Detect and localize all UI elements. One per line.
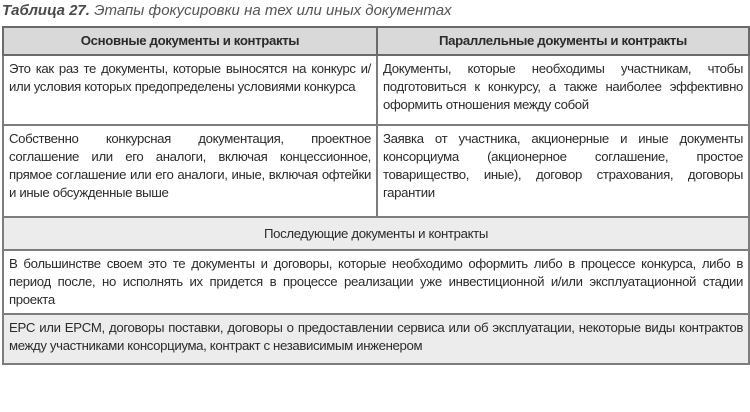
- parallel-documents-examples: Заявка от участника, акционерные и иные документы консорциума (акционерное соглашение, простое товарищество, иные), договор страхования, договоры гарантии: [377, 125, 749, 217]
- table-title: Этапы фокусировки на тех или иных документах: [94, 2, 452, 19]
- header-main-documents: Основные документы и контракты: [3, 27, 377, 55]
- subsequent-documents-description: В большинстве своем это те документы и договоры, которые необходимо оформить либо в процессе конкурса, либо в период после, но исполнять их придется в процессе реализации уже инвестиционной и/или эксплуатационной стадии проекта: [3, 250, 749, 314]
- table-row: [3, 314, 749, 364]
- subsequent-documents-examples: EPC или EPCM, договоры поставки, договоры о предоставлении сервиса или об эксплуатации, некоторые виды контрактов между участниками консорциума, контракт с независимым инженером: [3, 314, 749, 364]
- header-parallel-documents: Параллельные документы и контракты: [377, 27, 749, 55]
- main-documents-description: Это как раз те документы, которые выносятся на конкурс и/или условия которых предопределены условиями конкурса: [3, 55, 377, 125]
- parallel-documents-description: Документы, которые необходимы участникам, чтобы подготовиться к конкурсу, а также наиболее эффективно оформить отношения между собой: [377, 55, 749, 125]
- table-header-row: [3, 27, 749, 55]
- main-documents-examples: Собственно конкурсная документация, проектное соглашение или его аналоги, включая концессионное, прямое соглашение или его аналоги, иные, включая офтейки и иные обсужденные выше: [3, 125, 377, 217]
- table-caption: [0, 0, 750, 26]
- subsequent-header-row: [3, 217, 749, 250]
- table-row: [3, 250, 749, 314]
- table-row: [3, 125, 749, 217]
- table-number: Таблица 27.: [2, 2, 90, 19]
- header-subsequent-documents: Последующие документы и контракты: [3, 217, 749, 250]
- document-stages-table: [2, 26, 750, 365]
- table-row: [3, 55, 749, 125]
